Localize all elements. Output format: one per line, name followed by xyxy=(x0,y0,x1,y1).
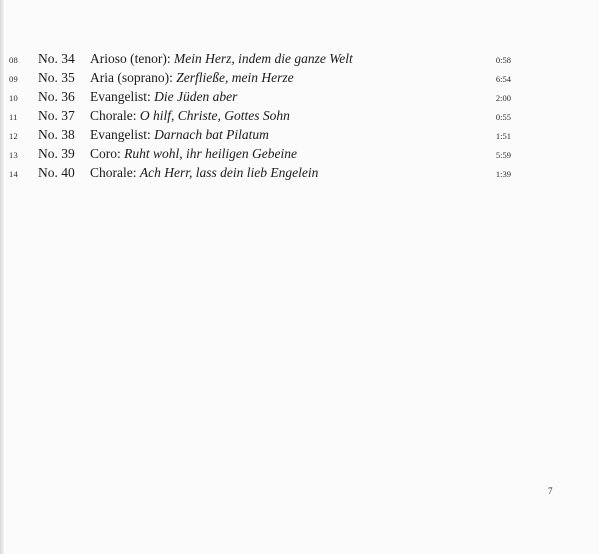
movement-type: Aria (soprano): xyxy=(90,70,177,85)
track-row xyxy=(0,107,599,126)
movement-incipit: Ach Herr, lass dein lieb Engelein xyxy=(139,165,319,180)
track-index: 12 xyxy=(9,131,18,141)
movement-title xyxy=(90,51,353,67)
track-duration: 2:00 xyxy=(495,93,511,103)
track-row xyxy=(0,164,599,183)
movement-title xyxy=(90,127,269,143)
movement-number: No. 38 xyxy=(38,127,75,142)
track-row xyxy=(0,126,599,145)
track-duration: 6:54 xyxy=(495,74,511,84)
movement-type: Chorale: xyxy=(90,108,140,123)
movement-title xyxy=(90,89,237,105)
track-index: 08 xyxy=(9,55,18,65)
movement-title xyxy=(90,165,318,181)
movement-title xyxy=(90,70,294,86)
movement-type: Evangelist: xyxy=(90,127,155,142)
movement-type: Arioso (tenor): xyxy=(90,51,174,66)
movement-title xyxy=(90,108,290,124)
movement-number: No. 40 xyxy=(38,165,75,180)
movement-number: No. 36 xyxy=(38,89,75,104)
movement-number: No. 35 xyxy=(38,70,75,85)
track-row xyxy=(0,145,599,164)
movement-title xyxy=(90,146,297,162)
track-row xyxy=(0,88,599,107)
movement-type: Chorale: xyxy=(90,165,140,180)
track-index: 13 xyxy=(9,150,18,160)
track-row xyxy=(0,69,599,88)
track-duration: 0:55 xyxy=(495,112,511,122)
movement-number: No. 34 xyxy=(38,51,75,66)
track-index: 09 xyxy=(9,74,18,84)
movement-incipit: Mein Herz, indem die ganze Welt xyxy=(173,51,353,66)
movement-number: No. 39 xyxy=(38,146,75,161)
track-duration: 1:51 xyxy=(495,131,511,141)
movement-type: Evangelist: xyxy=(90,89,155,104)
page-number: 7 xyxy=(548,486,553,496)
movement-incipit: Darnach bat Pilatum xyxy=(154,127,269,142)
track-row xyxy=(0,50,599,69)
track-index: 14 xyxy=(9,169,18,179)
track-list xyxy=(0,50,599,183)
track-duration: 1:39 xyxy=(495,169,511,179)
movement-incipit: Die Jüden aber xyxy=(154,89,238,104)
movement-number: No. 37 xyxy=(38,108,75,123)
track-duration: 0:58 xyxy=(495,55,511,65)
track-index: 10 xyxy=(9,93,18,103)
movement-incipit: O hilf, Christe, Gottes Sohn xyxy=(139,108,290,123)
track-index: 11 xyxy=(9,112,18,122)
movement-incipit: Zerfließe, mein Herze xyxy=(176,70,294,85)
movement-type: Coro: xyxy=(90,146,125,161)
movement-incipit: Ruht wohl, ihr heiligen Gebeine xyxy=(124,146,297,161)
track-duration: 5:59 xyxy=(495,150,511,160)
